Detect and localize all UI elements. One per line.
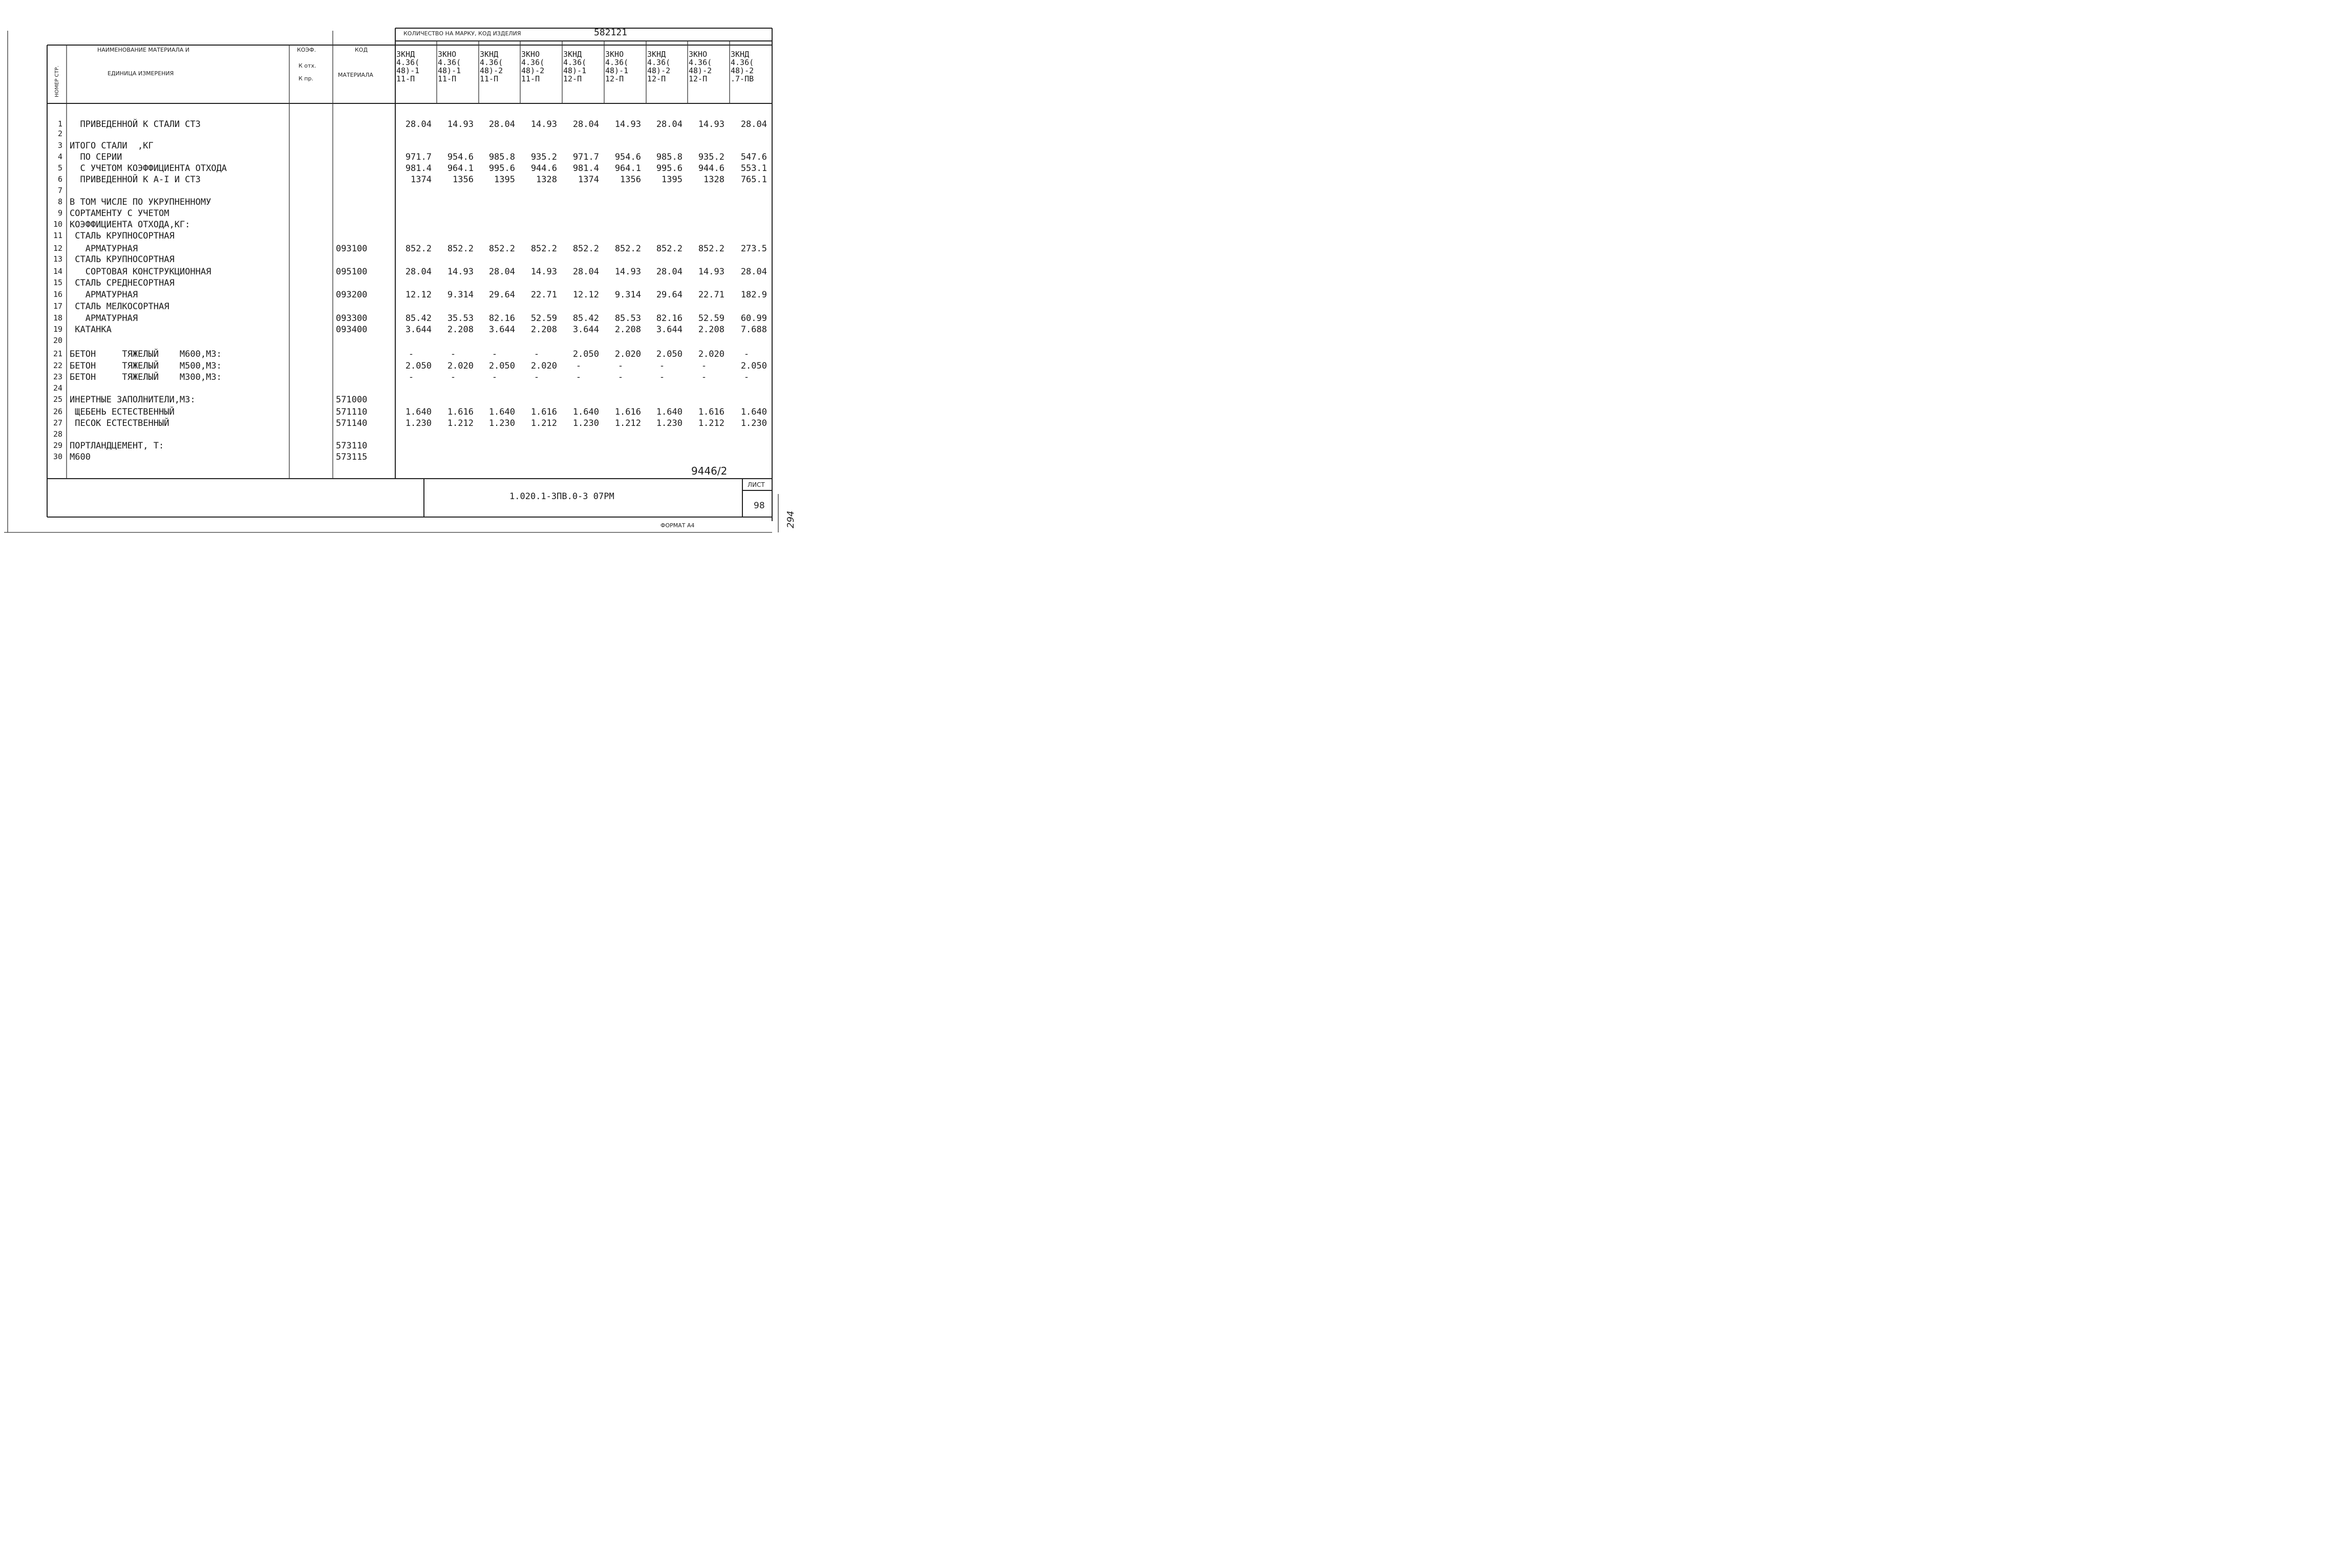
quantity-cell: 28.04 [405, 119, 432, 130]
quantity-cell: 1.230 [740, 418, 767, 428]
row-number: 3 [57, 141, 62, 150]
quantity-cell: 2.020 [530, 361, 557, 371]
quantity-cell: 1356 [453, 175, 474, 185]
quantity-cell: - [743, 349, 750, 359]
row-number: 11 [53, 231, 62, 240]
material-code: 573110 [336, 441, 368, 451]
quantity-cell: 28.04 [572, 119, 599, 130]
material-name: ПО СЕРИИ [70, 152, 122, 162]
quantity-cell: 14.93 [698, 119, 724, 130]
quantity-cell: - [575, 361, 582, 371]
quantity-cell: 182.9 [740, 290, 767, 300]
row-number: 24 [53, 383, 62, 393]
row-number: 23 [53, 372, 62, 381]
material-name: ЩЕБЕНЬ ЕСТЕСТВЕННЫЙ [70, 407, 175, 417]
sheet-number: 98 [754, 501, 765, 511]
row-number: 21 [53, 349, 62, 358]
quantity-cell: 273.5 [740, 244, 767, 254]
quantity-cell: 29.64 [488, 290, 515, 300]
handwritten-page-number: 294 [785, 510, 796, 528]
quantity-cell: 2.050 [488, 361, 515, 371]
quantity-cell: 14.93 [614, 267, 641, 277]
coef-header-3: К пр. [298, 75, 313, 82]
material-name: М600 [70, 452, 91, 462]
quantity-cell: 14.93 [530, 267, 557, 277]
quantity-cell: 1.616 [614, 407, 641, 417]
quantity-cell: - [492, 372, 498, 382]
product-column-header: ЗКНО 4.36( 48)-1 11-П [438, 50, 461, 83]
quantity-cell: 28.04 [740, 267, 767, 277]
quantity-cell: 35.53 [447, 313, 474, 324]
quantity-cell: 995.6 [488, 163, 515, 174]
row-number: 6 [57, 175, 62, 184]
material-name: БЕТОН ТЯЖЕЛЫЙ М300,М3: [70, 372, 222, 382]
quantity-cell: 2.050 [656, 349, 683, 359]
quantity-cell: 3.644 [405, 325, 432, 335]
product-code: 582121 [594, 27, 628, 38]
quantity-cell: 28.04 [405, 267, 432, 277]
row-number: 12 [53, 244, 62, 253]
quantity-cell: - [659, 361, 665, 371]
quantity-cell: 954.6 [447, 152, 474, 162]
quantity-cell: 1.616 [530, 407, 557, 417]
document-sheet [0, 0, 803, 536]
material-name: АРМАТУРНАЯ [70, 313, 138, 324]
quantity-cell: 944.6 [530, 163, 557, 174]
quantity-cell: 2.208 [698, 325, 724, 335]
material-code: 573115 [336, 452, 368, 462]
quantity-cell: 1.640 [572, 407, 599, 417]
material-name: АРМАТУРНАЯ [70, 244, 138, 254]
quantity-cell: 2.020 [698, 349, 724, 359]
quantity-cell: 981.4 [572, 163, 599, 174]
quantity-cell: 1.212 [447, 418, 474, 428]
quantity-cell: 852.2 [447, 244, 474, 254]
material-code: 093400 [336, 325, 368, 335]
row-number: 26 [53, 407, 62, 416]
quantity-cell: 1.230 [488, 418, 515, 428]
material-code: 571110 [336, 407, 368, 417]
quantity-cell: 1356 [620, 175, 641, 185]
material-name: ПЕСОК ЕСТЕСТВЕННЫЙ [70, 418, 169, 428]
quantity-cell: - [617, 361, 624, 371]
material-name: АРМАТУРНАЯ [70, 290, 138, 300]
quantity-cell: 981.4 [405, 163, 432, 174]
quantity-cell: 765.1 [740, 175, 767, 185]
material-name: СОРТОВАЯ КОНСТРУКЦИОННАЯ [70, 267, 211, 277]
quantity-cell: 547.6 [740, 152, 767, 162]
row-number: 20 [53, 336, 62, 345]
quantity-cell: 1.212 [698, 418, 724, 428]
row-number: 22 [53, 361, 62, 370]
quantity-cell: 1374 [578, 175, 599, 185]
sheet-label: ЛИСТ [748, 481, 765, 488]
row-number-header: НОМЕР СТР. [54, 66, 60, 97]
quantity-cell: 22.71 [530, 290, 557, 300]
quantity-cell: 971.7 [572, 152, 599, 162]
format-label: ФОРМАТ А4 [660, 522, 695, 529]
quantity-cell: - [575, 372, 582, 382]
quantity-cell: 1395 [494, 175, 515, 185]
quantity-cell: 964.1 [447, 163, 474, 174]
quantity-cell: 12.12 [572, 290, 599, 300]
material-name: ПРИВЕДЕННОЙ К А-I И СТ3 [70, 175, 201, 185]
row-number: 7 [57, 186, 62, 195]
row-number: 27 [53, 418, 62, 427]
quantity-cell: 1.212 [614, 418, 641, 428]
quantity-cell: 1.212 [530, 418, 557, 428]
row-number: 18 [53, 313, 62, 323]
quantity-cell: 9.314 [614, 290, 641, 300]
quantity-cell: 28.04 [656, 119, 683, 130]
product-column-header: ЗКНД 4.36( 48)-2 12-П [647, 50, 671, 83]
row-number: 13 [53, 254, 62, 264]
quantity-cell: 852.2 [656, 244, 683, 254]
row-number: 28 [53, 429, 62, 439]
quantity-header: КОЛИЧЕСТВО НА МАРКУ, КОД ИЗДЕЛИЯ [403, 30, 521, 37]
quantity-cell: 28.04 [656, 267, 683, 277]
quantity-cell: 852.2 [698, 244, 724, 254]
quantity-cell: 985.8 [488, 152, 515, 162]
quantity-cell: 2.208 [447, 325, 474, 335]
quantity-cell: 2.050 [740, 361, 767, 371]
quantity-cell: 60.99 [740, 313, 767, 324]
product-column-header: ЗКНД 4.36( 48)-1 12-П [563, 50, 587, 83]
material-name: СТАЛЬ КРУПНОСОРТНАЯ [70, 231, 175, 241]
quantity-cell: 852.2 [405, 244, 432, 254]
quantity-cell: 1.640 [740, 407, 767, 417]
row-number: 19 [53, 325, 62, 334]
quantity-cell: - [450, 372, 456, 382]
quantity-cell: 52.59 [698, 313, 724, 324]
quantity-cell: 2.020 [614, 349, 641, 359]
material-name: СТАЛЬ СРЕДНЕСОРТНАЯ [70, 278, 175, 288]
quantity-cell: 14.93 [447, 267, 474, 277]
quantity-cell: - [534, 372, 540, 382]
material-name: КОЭФФИЦИЕНТА ОТХОДА,КГ: [70, 220, 190, 230]
quantity-cell: 14.93 [698, 267, 724, 277]
quantity-cell: 28.04 [740, 119, 767, 130]
quantity-cell: 14.93 [530, 119, 557, 130]
quantity-cell: 12.12 [405, 290, 432, 300]
quantity-cell: 852.2 [614, 244, 641, 254]
quantity-cell: - [408, 349, 414, 359]
quantity-cell: 1.616 [698, 407, 724, 417]
quantity-cell: 2.050 [572, 349, 599, 359]
quantity-cell: 22.71 [698, 290, 724, 300]
quantity-cell: 1.640 [405, 407, 432, 417]
row-number: 15 [53, 278, 62, 287]
quantity-cell: - [743, 372, 750, 382]
product-column-header: ЗКНО 4.36( 48)-2 12-П [689, 50, 712, 83]
quantity-cell: 852.2 [488, 244, 515, 254]
quantity-cell: - [701, 361, 707, 371]
quantity-cell: 82.16 [656, 313, 683, 324]
quantity-cell: 29.64 [656, 290, 683, 300]
material-name: ПРИВЕДЕННОЙ К СТАЛИ СТ3 [70, 119, 201, 130]
document-designation: 1.020.1-3ПВ.0-3 07РМ [509, 491, 614, 502]
quantity-cell: 1374 [411, 175, 432, 185]
quantity-cell: 7.688 [740, 325, 767, 335]
row-number: 25 [53, 395, 62, 404]
quantity-cell: 1395 [662, 175, 683, 185]
row-number: 4 [57, 152, 62, 161]
quantity-cell: 1.616 [447, 407, 474, 417]
quantity-cell: 852.2 [530, 244, 557, 254]
quantity-cell: 964.1 [614, 163, 641, 174]
quantity-cell: 85.42 [405, 313, 432, 324]
code-header-1: КОД [355, 47, 368, 53]
row-number: 9 [57, 208, 62, 218]
row-number: 2 [57, 129, 62, 138]
code-header-2: МАТЕРИАЛА [338, 72, 373, 78]
product-column-header: ЗКНД 4.36( 48)-2 .7-ПВ [731, 50, 754, 83]
quantity-cell: 935.2 [698, 152, 724, 162]
quantity-cell: 1.640 [656, 407, 683, 417]
material-name: СТАЛЬ КРУПНОСОРТНАЯ [70, 254, 175, 265]
quantity-cell: 2.050 [405, 361, 432, 371]
quantity-cell: 935.2 [530, 152, 557, 162]
quantity-cell: 28.04 [488, 119, 515, 130]
product-column-header: ЗКНД 4.36( 48)-1 11-П [396, 50, 420, 83]
quantity-cell: 3.644 [572, 325, 599, 335]
material-name: С УЧЕТОМ КОЭФФИЦИЕНТА ОТХОДА [70, 163, 227, 174]
quantity-cell: 1.230 [405, 418, 432, 428]
quantity-cell: 82.16 [488, 313, 515, 324]
quantity-cell: 1328 [703, 175, 724, 185]
quantity-cell: - [701, 372, 707, 382]
material-name: КАТАНКА [70, 325, 112, 335]
quantity-cell: - [534, 349, 540, 359]
row-number: 30 [53, 452, 62, 461]
document-number: 9446/2 [691, 465, 728, 477]
quantity-cell: 985.8 [656, 152, 683, 162]
quantity-cell: 1.230 [572, 418, 599, 428]
product-column-header: ЗКНО 4.36( 48)-2 11-П [521, 50, 545, 83]
quantity-cell: 85.53 [614, 313, 641, 324]
quantity-cell: - [450, 349, 456, 359]
quantity-cell: 852.2 [572, 244, 599, 254]
material-name: БЕТОН ТЯЖЕЛЫЙ М600,М3: [70, 349, 222, 359]
coef-header-2: К отх. [298, 62, 316, 69]
quantity-cell: 9.314 [447, 290, 474, 300]
row-number: 29 [53, 441, 62, 450]
material-name: СТАЛЬ МЕЛКОСОРТНАЯ [70, 302, 169, 312]
material-name: СОРТАМЕНТУ С УЧЕТОМ [70, 208, 169, 219]
material-name: В ТОМ ЧИСЛЕ ПО УКРУПНЕННОМУ [70, 197, 211, 207]
material-code: 093200 [336, 290, 368, 300]
quantity-cell: - [617, 372, 624, 382]
quantity-cell: 28.04 [488, 267, 515, 277]
material-code: 093300 [336, 313, 368, 324]
quantity-cell: - [408, 372, 414, 382]
material-code: 095100 [336, 267, 368, 277]
quantity-cell: - [659, 372, 665, 382]
row-number: 5 [57, 163, 62, 173]
row-number: 16 [53, 290, 62, 299]
name-header-line1: НАИМЕНОВАНИЕ МАТЕРИАЛА И [97, 47, 190, 53]
quantity-cell: 1.640 [488, 407, 515, 417]
quantity-cell: 1328 [536, 175, 557, 185]
quantity-cell: 553.1 [740, 163, 767, 174]
quantity-cell: 2.208 [530, 325, 557, 335]
quantity-cell: 14.93 [447, 119, 474, 130]
name-header-line2: ЕДИНИЦА ИЗМЕРЕНИЯ [108, 70, 174, 77]
quantity-cell: 52.59 [530, 313, 557, 324]
material-code: 571140 [336, 418, 368, 428]
coef-header-1: КОЭФ. [297, 47, 316, 53]
row-number: 1 [57, 119, 62, 128]
material-code: 571000 [336, 395, 368, 405]
row-number: 10 [53, 220, 62, 229]
material-name: ИТОГО СТАЛИ ,КГ [70, 141, 154, 151]
quantity-cell: 3.644 [488, 325, 515, 335]
quantity-cell: 2.208 [614, 325, 641, 335]
quantity-cell: 2.020 [447, 361, 474, 371]
material-name: ИНЕРТНЫЕ ЗАПОЛНИТЕЛИ,М3: [70, 395, 196, 405]
row-number: 17 [53, 302, 62, 311]
quantity-cell: 85.42 [572, 313, 599, 324]
quantity-cell: 1.230 [656, 418, 683, 428]
material-name: БЕТОН ТЯЖЕЛЫЙ М500,М3: [70, 361, 222, 371]
quantity-cell: 995.6 [656, 163, 683, 174]
quantity-cell: 971.7 [405, 152, 432, 162]
product-column-header: ЗКНО 4.36( 48)-1 12-П [605, 50, 629, 83]
quantity-cell: 954.6 [614, 152, 641, 162]
quantity-cell: 28.04 [572, 267, 599, 277]
quantity-cell: 14.93 [614, 119, 641, 130]
product-column-header: ЗКНД 4.36( 48)-2 11-П [480, 50, 503, 83]
row-number: 14 [53, 267, 62, 276]
material-code: 093100 [336, 244, 368, 254]
material-name: ПОРТЛАНДЦЕМЕНТ, Т: [70, 441, 164, 451]
quantity-cell: 944.6 [698, 163, 724, 174]
quantity-cell: - [492, 349, 498, 359]
row-number: 8 [57, 197, 62, 206]
quantity-cell: 3.644 [656, 325, 683, 335]
